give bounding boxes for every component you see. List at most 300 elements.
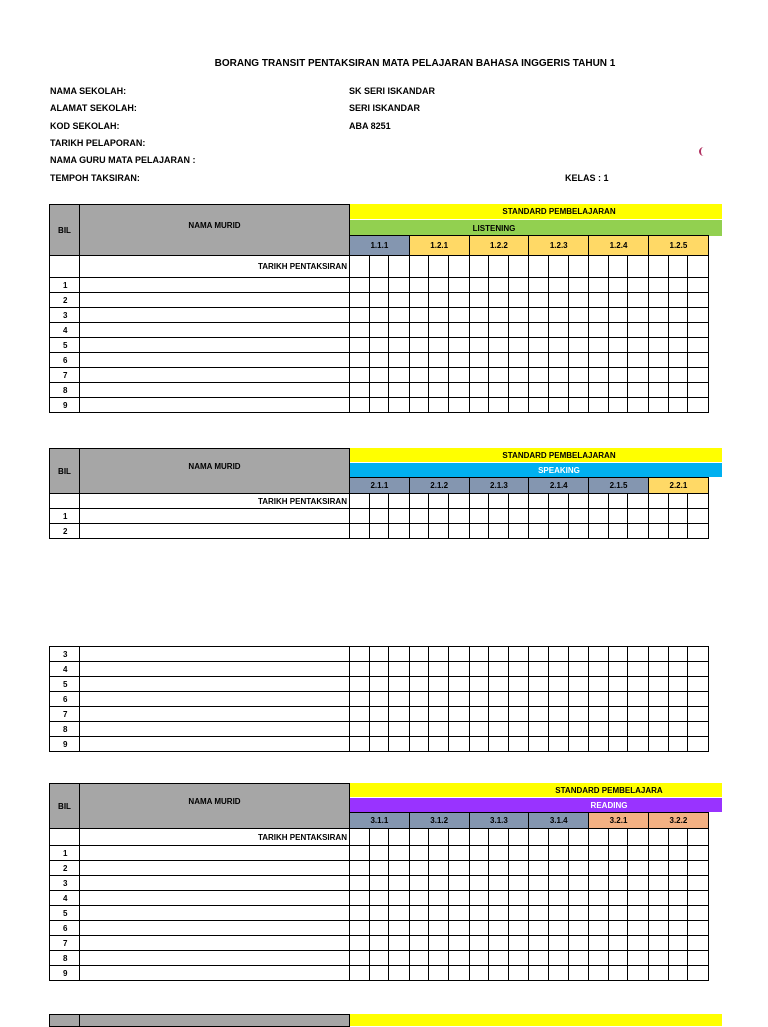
- assessment-cell[interactable]: [350, 722, 370, 737]
- assessment-cell[interactable]: [389, 677, 410, 692]
- student-name-cell[interactable]: [80, 353, 350, 368]
- assessment-cell[interactable]: [688, 293, 709, 308]
- date-cell[interactable]: [429, 829, 449, 846]
- assessment-cell[interactable]: [529, 692, 549, 707]
- student-name-cell[interactable]: [80, 509, 350, 524]
- assessment-cell[interactable]: [448, 921, 469, 936]
- assessment-cell[interactable]: [668, 278, 688, 293]
- assessment-cell[interactable]: [508, 692, 529, 707]
- assessment-cell[interactable]: [628, 707, 649, 722]
- assessment-cell[interactable]: [648, 951, 668, 966]
- assessment-cell[interactable]: [548, 936, 568, 951]
- assessment-cell[interactable]: [508, 876, 529, 891]
- assessment-cell[interactable]: [648, 368, 668, 383]
- assessment-cell[interactable]: [608, 846, 628, 861]
- assessment-cell[interactable]: [429, 524, 449, 539]
- assessment-cell[interactable]: [389, 398, 410, 413]
- student-name-cell[interactable]: [80, 278, 350, 293]
- assessment-cell[interactable]: [668, 906, 688, 921]
- assessment-cell[interactable]: [668, 353, 688, 368]
- date-cell[interactable]: [429, 256, 449, 278]
- assessment-cell[interactable]: [389, 353, 410, 368]
- assessment-cell[interactable]: [589, 737, 609, 752]
- assessment-cell[interactable]: [589, 921, 609, 936]
- assessment-cell[interactable]: [369, 308, 389, 323]
- assessment-cell[interactable]: [469, 509, 489, 524]
- assessment-cell[interactable]: [448, 861, 469, 876]
- assessment-cell[interactable]: [628, 662, 649, 677]
- assessment-cell[interactable]: [608, 383, 628, 398]
- assessment-cell[interactable]: [568, 662, 589, 677]
- assessment-cell[interactable]: [668, 398, 688, 413]
- assessment-cell[interactable]: [548, 338, 568, 353]
- assessment-cell[interactable]: [508, 737, 529, 752]
- assessment-cell[interactable]: [448, 398, 469, 413]
- date-cell[interactable]: [548, 829, 568, 846]
- assessment-cell[interactable]: [389, 936, 410, 951]
- assessment-cell[interactable]: [389, 722, 410, 737]
- assessment-cell[interactable]: [688, 383, 709, 398]
- assessment-cell[interactable]: [648, 861, 668, 876]
- assessment-cell[interactable]: [448, 647, 469, 662]
- assessment-cell[interactable]: [469, 308, 489, 323]
- assessment-cell[interactable]: [648, 323, 668, 338]
- assessment-cell[interactable]: [350, 293, 370, 308]
- assessment-cell[interactable]: [529, 398, 549, 413]
- assessment-cell[interactable]: [589, 966, 609, 981]
- date-cell[interactable]: [350, 256, 370, 278]
- assessment-cell[interactable]: [469, 707, 489, 722]
- assessment-cell[interactable]: [568, 677, 589, 692]
- assessment-cell[interactable]: [508, 722, 529, 737]
- assessment-cell[interactable]: [409, 966, 429, 981]
- assessment-cell[interactable]: [688, 323, 709, 338]
- assessment-cell[interactable]: [529, 737, 549, 752]
- assessment-cell[interactable]: [608, 692, 628, 707]
- assessment-cell[interactable]: [489, 293, 509, 308]
- assessment-cell[interactable]: [389, 368, 410, 383]
- assessment-cell[interactable]: [469, 861, 489, 876]
- assessment-cell[interactable]: [469, 338, 489, 353]
- assessment-cell[interactable]: [628, 876, 649, 891]
- assessment-cell[interactable]: [688, 677, 709, 692]
- date-cell[interactable]: [508, 829, 529, 846]
- assessment-cell[interactable]: [648, 846, 668, 861]
- assessment-cell[interactable]: [429, 662, 449, 677]
- assessment-cell[interactable]: [628, 677, 649, 692]
- assessment-cell[interactable]: [628, 368, 649, 383]
- assessment-cell[interactable]: [429, 722, 449, 737]
- assessment-cell[interactable]: [608, 936, 628, 951]
- assessment-cell[interactable]: [489, 846, 509, 861]
- assessment-cell[interactable]: [529, 677, 549, 692]
- assessment-cell[interactable]: [429, 509, 449, 524]
- assessment-cell[interactable]: [608, 647, 628, 662]
- assessment-cell[interactable]: [568, 692, 589, 707]
- assessment-cell[interactable]: [589, 353, 609, 368]
- assessment-cell[interactable]: [369, 906, 389, 921]
- assessment-cell[interactable]: [688, 692, 709, 707]
- date-cell[interactable]: [529, 494, 549, 509]
- assessment-cell[interactable]: [688, 921, 709, 936]
- assessment-cell[interactable]: [448, 368, 469, 383]
- assessment-cell[interactable]: [448, 509, 469, 524]
- assessment-cell[interactable]: [429, 353, 449, 368]
- assessment-cell[interactable]: [508, 338, 529, 353]
- student-name-cell[interactable]: [80, 308, 350, 323]
- assessment-cell[interactable]: [389, 876, 410, 891]
- student-name-cell[interactable]: [80, 692, 350, 707]
- assessment-cell[interactable]: [448, 677, 469, 692]
- assessment-cell[interactable]: [608, 398, 628, 413]
- assessment-cell[interactable]: [508, 383, 529, 398]
- assessment-cell[interactable]: [529, 278, 549, 293]
- assessment-cell[interactable]: [350, 692, 370, 707]
- assessment-cell[interactable]: [668, 662, 688, 677]
- assessment-cell[interactable]: [548, 308, 568, 323]
- assessment-cell[interactable]: [508, 509, 529, 524]
- assessment-cell[interactable]: [409, 278, 429, 293]
- assessment-cell[interactable]: [688, 876, 709, 891]
- date-cell[interactable]: [688, 494, 709, 509]
- assessment-cell[interactable]: [389, 906, 410, 921]
- assessment-cell[interactable]: [608, 737, 628, 752]
- assessment-cell[interactable]: [668, 293, 688, 308]
- assessment-cell[interactable]: [628, 647, 649, 662]
- assessment-cell[interactable]: [548, 846, 568, 861]
- student-name-cell[interactable]: [80, 846, 350, 861]
- assessment-cell[interactable]: [668, 707, 688, 722]
- assessment-cell[interactable]: [409, 861, 429, 876]
- assessment-cell[interactable]: [350, 383, 370, 398]
- date-cell[interactable]: [668, 256, 688, 278]
- assessment-cell[interactable]: [369, 398, 389, 413]
- date-cell[interactable]: [469, 494, 489, 509]
- assessment-cell[interactable]: [508, 906, 529, 921]
- assessment-cell[interactable]: [608, 707, 628, 722]
- student-name-cell[interactable]: [80, 966, 350, 981]
- assessment-cell[interactable]: [448, 906, 469, 921]
- assessment-cell[interactable]: [529, 951, 549, 966]
- assessment-cell[interactable]: [529, 936, 549, 951]
- assessment-cell[interactable]: [448, 936, 469, 951]
- assessment-cell[interactable]: [688, 398, 709, 413]
- assessment-cell[interactable]: [489, 921, 509, 936]
- assessment-cell[interactable]: [369, 951, 389, 966]
- assessment-cell[interactable]: [469, 891, 489, 906]
- assessment-cell[interactable]: [589, 876, 609, 891]
- assessment-cell[interactable]: [668, 323, 688, 338]
- student-name-cell[interactable]: [80, 524, 350, 539]
- assessment-cell[interactable]: [409, 707, 429, 722]
- assessment-cell[interactable]: [489, 951, 509, 966]
- assessment-cell[interactable]: [350, 509, 370, 524]
- assessment-cell[interactable]: [369, 846, 389, 861]
- assessment-cell[interactable]: [548, 966, 568, 981]
- assessment-cell[interactable]: [648, 293, 668, 308]
- assessment-cell[interactable]: [469, 368, 489, 383]
- assessment-cell[interactable]: [688, 647, 709, 662]
- assessment-cell[interactable]: [369, 662, 389, 677]
- assessment-cell[interactable]: [409, 647, 429, 662]
- date-cell[interactable]: [568, 494, 589, 509]
- date-cell[interactable]: [389, 829, 410, 846]
- assessment-cell[interactable]: [489, 662, 509, 677]
- assessment-cell[interactable]: [448, 662, 469, 677]
- assessment-cell[interactable]: [350, 308, 370, 323]
- assessment-cell[interactable]: [448, 383, 469, 398]
- assessment-cell[interactable]: [648, 936, 668, 951]
- assessment-cell[interactable]: [350, 368, 370, 383]
- assessment-cell[interactable]: [529, 383, 549, 398]
- assessment-cell[interactable]: [548, 861, 568, 876]
- assessment-cell[interactable]: [688, 966, 709, 981]
- assessment-cell[interactable]: [389, 891, 410, 906]
- assessment-cell[interactable]: [429, 383, 449, 398]
- date-cell[interactable]: [489, 829, 509, 846]
- assessment-cell[interactable]: [369, 338, 389, 353]
- date-cell[interactable]: [628, 256, 649, 278]
- student-name-cell[interactable]: [80, 722, 350, 737]
- assessment-cell[interactable]: [508, 951, 529, 966]
- assessment-cell[interactable]: [568, 921, 589, 936]
- student-name-cell[interactable]: [80, 677, 350, 692]
- assessment-cell[interactable]: [668, 936, 688, 951]
- date-cell[interactable]: [489, 256, 509, 278]
- assessment-cell[interactable]: [589, 722, 609, 737]
- assessment-cell[interactable]: [369, 353, 389, 368]
- assessment-cell[interactable]: [608, 278, 628, 293]
- assessment-cell[interactable]: [568, 647, 589, 662]
- assessment-cell[interactable]: [628, 737, 649, 752]
- assessment-cell[interactable]: [568, 278, 589, 293]
- assessment-cell[interactable]: [628, 966, 649, 981]
- assessment-cell[interactable]: [628, 338, 649, 353]
- assessment-cell[interactable]: [688, 278, 709, 293]
- assessment-cell[interactable]: [628, 951, 649, 966]
- assessment-cell[interactable]: [668, 891, 688, 906]
- assessment-cell[interactable]: [568, 383, 589, 398]
- date-cell[interactable]: [469, 256, 489, 278]
- assessment-cell[interactable]: [568, 846, 589, 861]
- assessment-cell[interactable]: [568, 936, 589, 951]
- assessment-cell[interactable]: [369, 707, 389, 722]
- assessment-cell[interactable]: [628, 278, 649, 293]
- assessment-cell[interactable]: [389, 861, 410, 876]
- assessment-cell[interactable]: [648, 662, 668, 677]
- assessment-cell[interactable]: [448, 891, 469, 906]
- assessment-cell[interactable]: [648, 737, 668, 752]
- date-cell[interactable]: [350, 494, 370, 509]
- assessment-cell[interactable]: [668, 737, 688, 752]
- assessment-cell[interactable]: [589, 323, 609, 338]
- assessment-cell[interactable]: [589, 368, 609, 383]
- assessment-cell[interactable]: [469, 383, 489, 398]
- assessment-cell[interactable]: [508, 647, 529, 662]
- assessment-cell[interactable]: [628, 921, 649, 936]
- assessment-cell[interactable]: [429, 338, 449, 353]
- assessment-cell[interactable]: [350, 662, 370, 677]
- assessment-cell[interactable]: [589, 692, 609, 707]
- assessment-cell[interactable]: [529, 509, 549, 524]
- date-cell[interactable]: [489, 494, 509, 509]
- assessment-cell[interactable]: [548, 368, 568, 383]
- assessment-cell[interactable]: [548, 323, 568, 338]
- assessment-cell[interactable]: [529, 524, 549, 539]
- assessment-cell[interactable]: [508, 677, 529, 692]
- assessment-cell[interactable]: [369, 737, 389, 752]
- assessment-cell[interactable]: [648, 921, 668, 936]
- assessment-cell[interactable]: [608, 323, 628, 338]
- assessment-cell[interactable]: [548, 383, 568, 398]
- assessment-cell[interactable]: [628, 692, 649, 707]
- assessment-cell[interactable]: [489, 647, 509, 662]
- assessment-cell[interactable]: [608, 722, 628, 737]
- assessment-cell[interactable]: [589, 662, 609, 677]
- assessment-cell[interactable]: [648, 308, 668, 323]
- assessment-cell[interactable]: [409, 921, 429, 936]
- assessment-cell[interactable]: [589, 308, 609, 323]
- assessment-cell[interactable]: [489, 338, 509, 353]
- date-cell[interactable]: [529, 256, 549, 278]
- assessment-cell[interactable]: [469, 662, 489, 677]
- assessment-cell[interactable]: [608, 308, 628, 323]
- assessment-cell[interactable]: [389, 323, 410, 338]
- assessment-cell[interactable]: [508, 921, 529, 936]
- assessment-cell[interactable]: [608, 368, 628, 383]
- assessment-cell[interactable]: [350, 891, 370, 906]
- assessment-cell[interactable]: [489, 876, 509, 891]
- assessment-cell[interactable]: [568, 293, 589, 308]
- assessment-cell[interactable]: [648, 692, 668, 707]
- assessment-cell[interactable]: [688, 662, 709, 677]
- date-cell[interactable]: [529, 829, 549, 846]
- assessment-cell[interactable]: [568, 524, 589, 539]
- assessment-cell[interactable]: [469, 951, 489, 966]
- student-name-cell[interactable]: [80, 338, 350, 353]
- assessment-cell[interactable]: [529, 353, 549, 368]
- assessment-cell[interactable]: [409, 951, 429, 966]
- assessment-cell[interactable]: [628, 891, 649, 906]
- assessment-cell[interactable]: [448, 278, 469, 293]
- assessment-cell[interactable]: [508, 278, 529, 293]
- assessment-cell[interactable]: [608, 891, 628, 906]
- assessment-cell[interactable]: [608, 966, 628, 981]
- assessment-cell[interactable]: [489, 509, 509, 524]
- assessment-cell[interactable]: [369, 876, 389, 891]
- assessment-cell[interactable]: [648, 509, 668, 524]
- assessment-cell[interactable]: [369, 383, 389, 398]
- assessment-cell[interactable]: [668, 692, 688, 707]
- assessment-cell[interactable]: [568, 861, 589, 876]
- assessment-cell[interactable]: [548, 692, 568, 707]
- assessment-cell[interactable]: [469, 647, 489, 662]
- assessment-cell[interactable]: [469, 398, 489, 413]
- assessment-cell[interactable]: [409, 891, 429, 906]
- date-cell[interactable]: [589, 829, 609, 846]
- student-name-cell[interactable]: [80, 293, 350, 308]
- date-cell[interactable]: [409, 256, 429, 278]
- assessment-cell[interactable]: [568, 509, 589, 524]
- assessment-cell[interactable]: [429, 293, 449, 308]
- assessment-cell[interactable]: [369, 368, 389, 383]
- assessment-cell[interactable]: [668, 368, 688, 383]
- assessment-cell[interactable]: [508, 524, 529, 539]
- assessment-cell[interactable]: [409, 692, 429, 707]
- assessment-cell[interactable]: [529, 368, 549, 383]
- assessment-cell[interactable]: [350, 876, 370, 891]
- assessment-cell[interactable]: [568, 722, 589, 737]
- assessment-cell[interactable]: [369, 677, 389, 692]
- date-cell[interactable]: [668, 829, 688, 846]
- assessment-cell[interactable]: [628, 383, 649, 398]
- assessment-cell[interactable]: [350, 647, 370, 662]
- assessment-cell[interactable]: [688, 906, 709, 921]
- assessment-cell[interactable]: [409, 353, 429, 368]
- assessment-cell[interactable]: [469, 846, 489, 861]
- assessment-cell[interactable]: [668, 966, 688, 981]
- assessment-cell[interactable]: [688, 737, 709, 752]
- assessment-cell[interactable]: [350, 966, 370, 981]
- assessment-cell[interactable]: [469, 722, 489, 737]
- assessment-cell[interactable]: [389, 662, 410, 677]
- assessment-cell[interactable]: [389, 737, 410, 752]
- assessment-cell[interactable]: [429, 737, 449, 752]
- assessment-cell[interactable]: [529, 966, 549, 981]
- assessment-cell[interactable]: [489, 368, 509, 383]
- assessment-cell[interactable]: [508, 891, 529, 906]
- assessment-cell[interactable]: [508, 353, 529, 368]
- assessment-cell[interactable]: [548, 891, 568, 906]
- assessment-cell[interactable]: [589, 677, 609, 692]
- assessment-cell[interactable]: [589, 846, 609, 861]
- assessment-cell[interactable]: [369, 966, 389, 981]
- date-cell[interactable]: [409, 494, 429, 509]
- assessment-cell[interactable]: [409, 509, 429, 524]
- assessment-cell[interactable]: [628, 323, 649, 338]
- assessment-cell[interactable]: [648, 278, 668, 293]
- student-name-cell[interactable]: [80, 861, 350, 876]
- assessment-cell[interactable]: [688, 524, 709, 539]
- assessment-cell[interactable]: [389, 707, 410, 722]
- assessment-cell[interactable]: [648, 398, 668, 413]
- assessment-cell[interactable]: [529, 647, 549, 662]
- assessment-cell[interactable]: [589, 951, 609, 966]
- assessment-cell[interactable]: [608, 876, 628, 891]
- assessment-cell[interactable]: [448, 308, 469, 323]
- assessment-cell[interactable]: [589, 338, 609, 353]
- assessment-cell[interactable]: [548, 662, 568, 677]
- date-cell[interactable]: [350, 829, 370, 846]
- assessment-cell[interactable]: [608, 906, 628, 921]
- assessment-cell[interactable]: [648, 647, 668, 662]
- assessment-cell[interactable]: [448, 951, 469, 966]
- date-cell[interactable]: [648, 494, 668, 509]
- student-name-cell[interactable]: [80, 876, 350, 891]
- assessment-cell[interactable]: [589, 509, 609, 524]
- assessment-cell[interactable]: [628, 846, 649, 861]
- assessment-cell[interactable]: [688, 353, 709, 368]
- assessment-cell[interactable]: [350, 707, 370, 722]
- assessment-cell[interactable]: [350, 338, 370, 353]
- assessment-cell[interactable]: [529, 662, 549, 677]
- student-name-cell[interactable]: [80, 951, 350, 966]
- assessment-cell[interactable]: [568, 876, 589, 891]
- assessment-cell[interactable]: [508, 293, 529, 308]
- assessment-cell[interactable]: [429, 707, 449, 722]
- assessment-cell[interactable]: [529, 846, 549, 861]
- assessment-cell[interactable]: [688, 338, 709, 353]
